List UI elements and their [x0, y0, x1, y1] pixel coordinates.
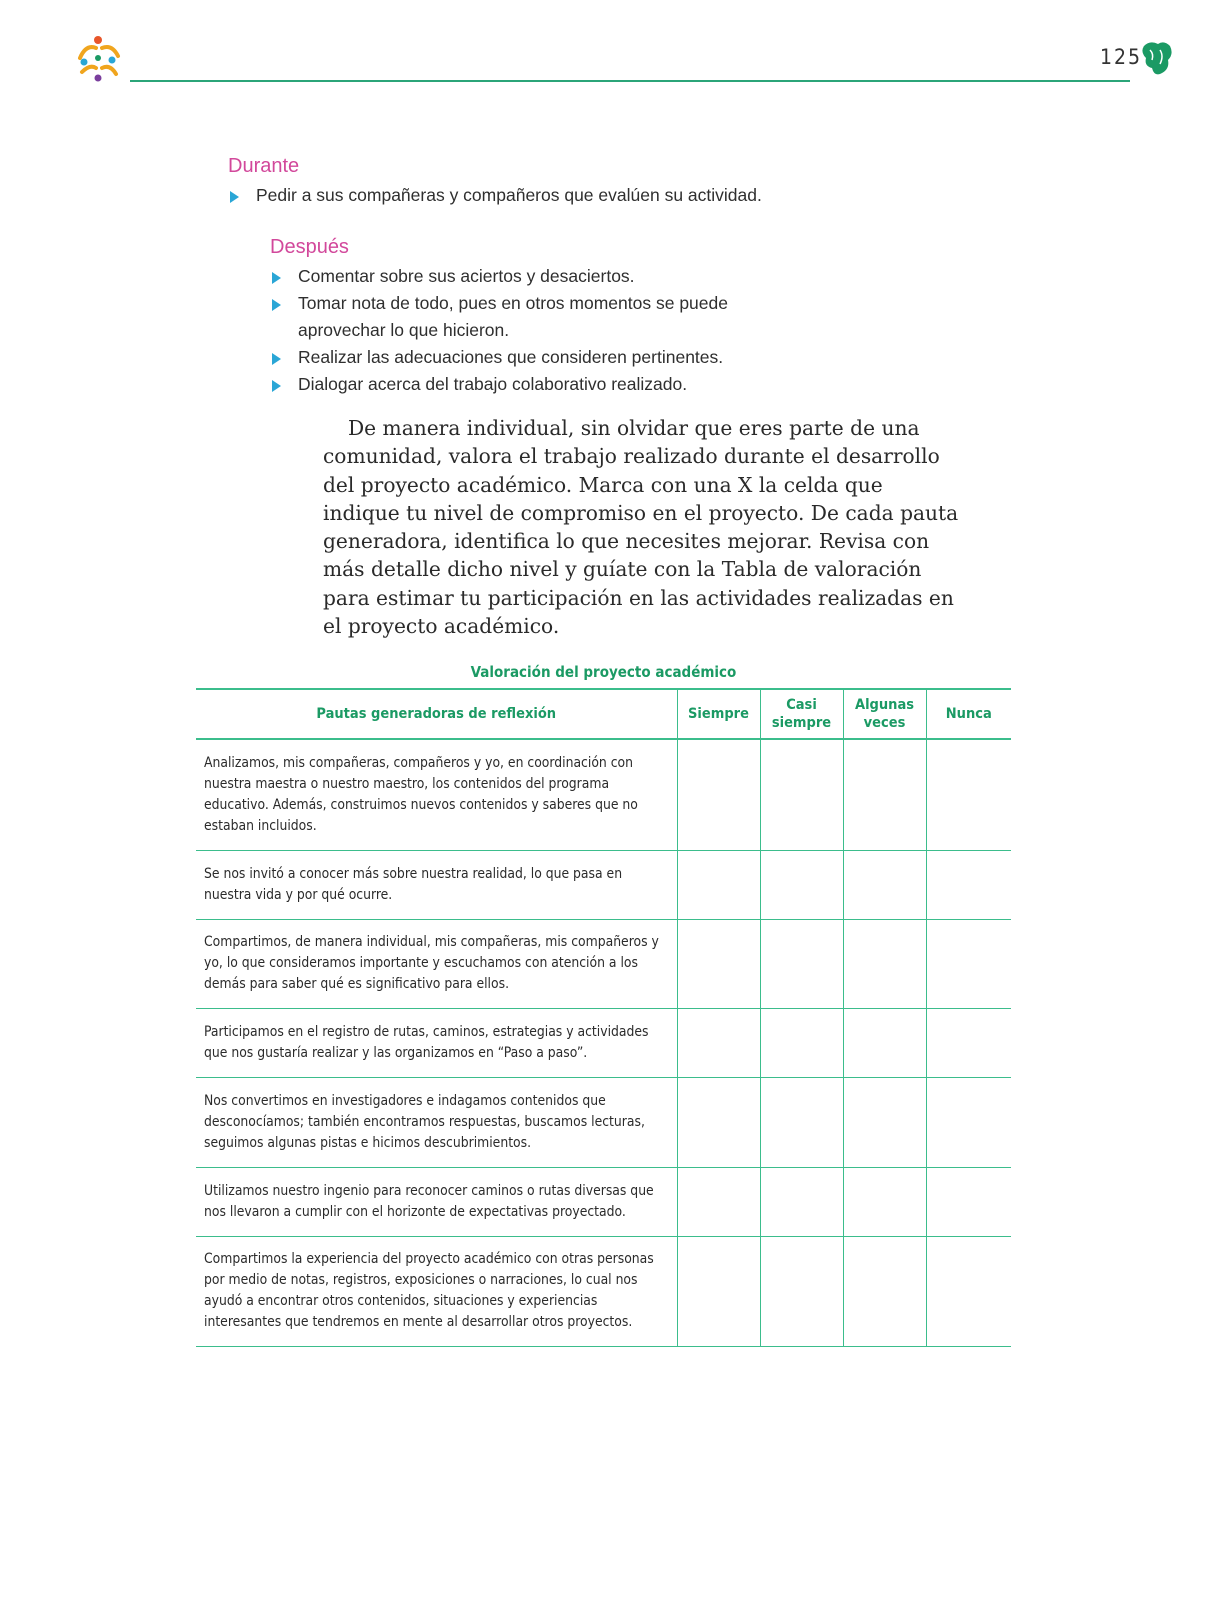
cell-algunas-veces[interactable] [843, 739, 926, 850]
table-row [196, 919, 1011, 1008]
header-siempre: Siempre [677, 689, 760, 739]
table-title: Valoración del proyecto académico [470, 663, 737, 681]
cell-algunas-veces[interactable] [843, 1077, 926, 1167]
cell-casi-siempre[interactable] [760, 1008, 843, 1077]
cell-siempre[interactable] [677, 1077, 760, 1167]
header-rule [130, 80, 1130, 82]
cell-nunca[interactable] [926, 739, 1011, 850]
pauta-text: Nos convertimos en investigadores e indagamos contenidos que desconocíamos; también encontramos respuestas, buscamos lecturas, seguimos algunas pistas e hicimos descubrimientos. [196, 1077, 677, 1167]
header-nunca: Nunca [926, 689, 1011, 739]
cell-nunca[interactable] [926, 1008, 1011, 1077]
cell-casi-siempre[interactable] [760, 739, 843, 850]
table-row [196, 739, 1011, 850]
table-row [196, 1077, 1011, 1167]
cell-siempre[interactable] [677, 919, 760, 1008]
table-row [196, 850, 1011, 919]
despues-list [270, 263, 760, 398]
cell-algunas-veces[interactable] [843, 1167, 926, 1236]
valoracion-table [196, 688, 1011, 1347]
header-pautas: Pautas generadoras de reflexión [196, 689, 677, 739]
cell-nunca[interactable] [926, 1077, 1011, 1167]
cell-nunca[interactable] [926, 1236, 1011, 1346]
list-item: Dialogar acerca del trabajo colaborativo realizado. [270, 371, 760, 398]
cell-casi-siempre[interactable] [760, 1077, 843, 1167]
table-row [196, 1008, 1011, 1077]
instruction-paragraph: De manera individual, sin olvidar que eres parte de una comunidad, valora el trabajo realizado durante el desarrollo del proyecto académico. Marca con una X la celda que indique tu nivel de compromiso en el proyecto. De cada pauta generadora, identifica lo que necesites mejorar. Revisa con más detalle dicho nivel y guíate con la Tabla de valoración para estimar tu participación en las actividades realizadas en el proyecto académico. [323, 416, 959, 639]
cell-siempre[interactable] [677, 1167, 760, 1236]
list-item: Comentar sobre sus aciertos y desaciertos. [270, 263, 760, 290]
cell-nunca[interactable] [926, 919, 1011, 1008]
list-item: Pedir a sus compañeras y compañeros que evalúen su actividad. [228, 182, 848, 209]
cell-casi-siempre[interactable] [760, 1167, 843, 1236]
list-item: Realizar las adecuaciones que consideren pertinentes. [270, 344, 760, 371]
pauta-text: Compartimos la experiencia del proyecto académico con otras personas por medio de notas, registros, exposiciones o narraciones, lo cual nos ayudó a encontrar otros contenidos, situaciones y experiencias interesantes que tendremos en mente al desarrollar otros proyectos. [196, 1236, 677, 1346]
section-title-despues: Después [270, 236, 349, 258]
cell-siempre[interactable] [677, 1236, 760, 1346]
cell-siempre[interactable] [677, 739, 760, 850]
cell-casi-siempre[interactable] [760, 850, 843, 919]
pauta-text: Participamos en el registro de rutas, caminos, estrategias y actividades que nos gustaría realizar y las organizamos en “Paso a paso”. [196, 1008, 677, 1077]
table-row [196, 1236, 1011, 1346]
table-header-row [196, 689, 1011, 739]
table-row [196, 1167, 1011, 1236]
pauta-text: Se nos invitó a conocer más sobre nuestra realidad, lo que pasa en nuestra vida y por qué ocurre. [196, 850, 677, 919]
bullet-arrow-icon [272, 353, 281, 365]
people-circle-logo-icon [72, 34, 124, 84]
bullet-arrow-icon [230, 191, 239, 203]
cell-nunca[interactable] [926, 850, 1011, 919]
bullet-arrow-icon [272, 380, 281, 392]
cell-algunas-veces[interactable] [843, 1236, 926, 1346]
bullet-arrow-icon [272, 272, 281, 284]
pauta-text: Analizamos, mis compañeras, compañeros y yo, en coordinación con nuestra maestra o nuestro maestro, los contenidos del programa educativo. Además, construimos nuevos contenidos y saberes que no estaban incluidos. [196, 739, 677, 850]
page-number: 125 [1100, 45, 1143, 69]
pauta-text: Compartimos, de manera individual, mis compañeras, mis compañeros y yo, lo que consideramos importante y escuchamos con atención a los demás para saber qué es significativo para ellos. [196, 919, 677, 1008]
header-casi-siempre: Casi siempre [760, 689, 843, 739]
cell-algunas-veces[interactable] [843, 919, 926, 1008]
cell-siempre[interactable] [677, 850, 760, 919]
cell-algunas-veces[interactable] [843, 1008, 926, 1077]
cell-casi-siempre[interactable] [760, 1236, 843, 1346]
green-blob-icon [1140, 40, 1174, 76]
cell-siempre[interactable] [677, 1008, 760, 1077]
pauta-text: Utilizamos nuestro ingenio para reconocer caminos o rutas diversas que nos llevaron a cumplir con el horizonte de expectativas proyectado. [196, 1167, 677, 1236]
list-item: Tomar nota de todo, pues en otros momentos se puede aprovechar lo que hicieron. [270, 290, 760, 344]
bullet-arrow-icon [272, 299, 281, 311]
section-title-durante: Durante [228, 155, 300, 177]
cell-casi-siempre[interactable] [760, 919, 843, 1008]
cell-nunca[interactable] [926, 1167, 1011, 1236]
durante-list [228, 182, 848, 209]
cell-algunas-veces[interactable] [843, 850, 926, 919]
header-algunas-veces: Algunas veces [843, 689, 926, 739]
